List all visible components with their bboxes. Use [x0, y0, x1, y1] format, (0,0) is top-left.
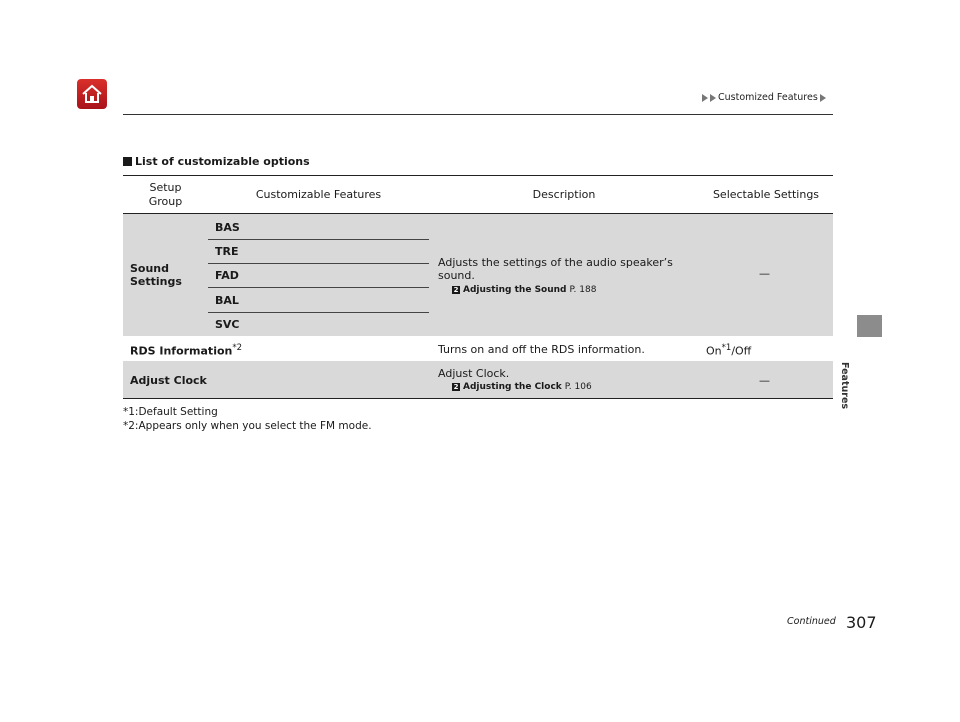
- header-setup-group: Setup Group: [148, 181, 183, 208]
- home-icon: [81, 84, 103, 104]
- rds-description: Turns on and off the RDS information.: [438, 343, 645, 356]
- home-button[interactable]: [77, 79, 107, 109]
- clock-description: Adjust Clock.: [438, 367, 510, 380]
- chapter-tab[interactable]: [857, 315, 882, 337]
- square-bullet-icon: [123, 157, 132, 166]
- sound-setting: —: [759, 267, 770, 280]
- header-settings: Selectable Settings: [712, 188, 820, 201]
- sound-group-label: Sound Settings: [130, 262, 182, 288]
- breadcrumb-label: Customized Features: [718, 92, 818, 103]
- page-number: 307: [846, 613, 877, 632]
- feature-bal: BAL: [215, 294, 239, 307]
- feature-divider: [208, 239, 429, 240]
- continued-label: Continued: [787, 616, 836, 627]
- feature-divider: [208, 287, 429, 288]
- reference-arrow-icon: 2: [453, 286, 459, 294]
- chapter-label: Features: [839, 362, 850, 410]
- clock-setting: —: [759, 374, 770, 387]
- feature-svc: SVC: [215, 318, 240, 331]
- header-features: Customizable Features: [255, 188, 382, 201]
- breadcrumb[interactable]: [702, 92, 826, 103]
- triangle-icon: [820, 94, 826, 102]
- clock-group: Adjust Clock: [130, 374, 207, 387]
- triangle-icon: [702, 94, 708, 102]
- feature-bas: BAS: [215, 221, 240, 234]
- footnote: *1:Default Setting: [123, 406, 218, 418]
- footnote: *2:Appears only when you select the FM mode.: [123, 420, 372, 432]
- sound-description: Adjusts the settings of the audio speaker’s sound.: [438, 256, 673, 282]
- sound-reference-link[interactable]: 2 Adjusting the Sound P. 188: [453, 285, 597, 295]
- feature-divider: [208, 263, 429, 264]
- header-rule: [123, 114, 833, 115]
- header-description: Description: [532, 188, 596, 201]
- section-title: List of customizable options: [123, 155, 310, 168]
- reference-arrow-icon: 2: [453, 383, 459, 391]
- clock-reference-link[interactable]: 2 Adjusting the Clock P. 106: [453, 382, 592, 392]
- rds-setting: On$^{*1}$/Off: [706, 343, 752, 358]
- feature-tre: TRE: [215, 245, 239, 258]
- table-bottom-rule: [123, 398, 833, 399]
- rds-group: RDS Information$^{*2}$: [130, 343, 243, 358]
- feature-divider: [208, 312, 429, 313]
- feature-fad: FAD: [215, 269, 239, 282]
- triangle-icon: [710, 94, 716, 102]
- table-top-rule: [123, 175, 833, 176]
